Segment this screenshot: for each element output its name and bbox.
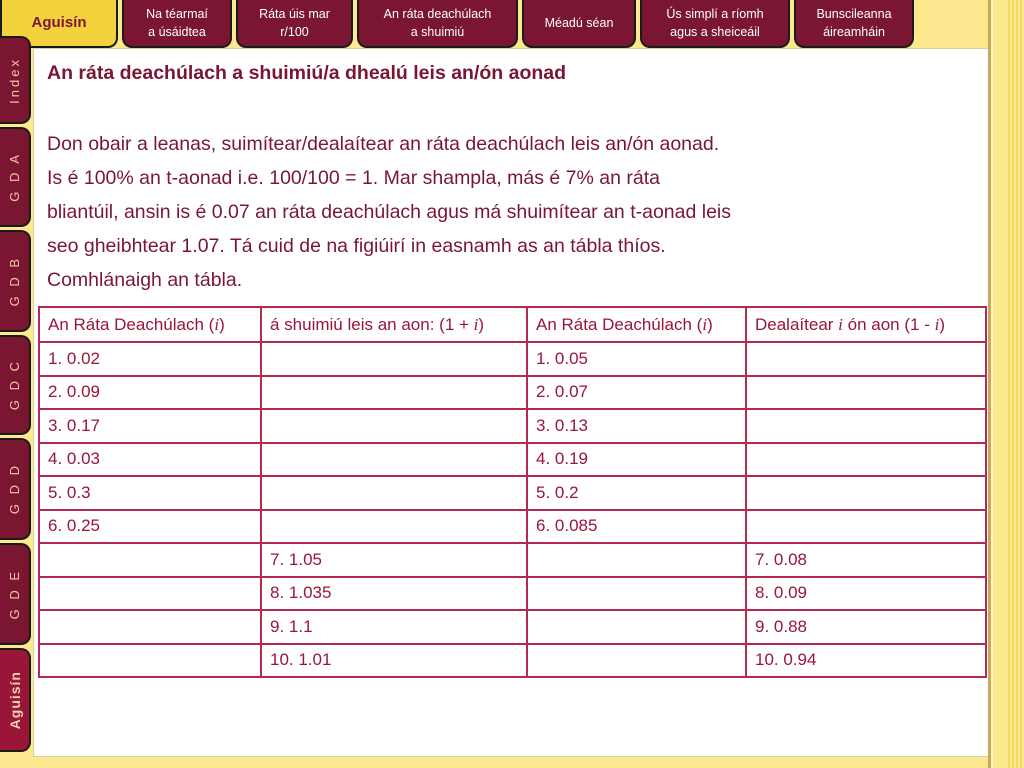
- side-tab-label: G D B: [7, 255, 22, 307]
- strip-pattern: [1008, 0, 1024, 768]
- table-cell: [261, 443, 527, 477]
- nav-button-bunscileanna[interactable]: [794, 0, 914, 48]
- table-row: [39, 644, 986, 678]
- table-row: [39, 409, 986, 443]
- side-tab-aguisin[interactable]: [0, 648, 31, 752]
- side-tab-label: Aguisín: [6, 670, 23, 730]
- table-cell: 3. 0.17: [39, 409, 261, 443]
- column-header: An Ráta Deachúlach (i): [527, 307, 746, 342]
- table-row: [39, 443, 986, 477]
- side-tab-gdd[interactable]: [0, 438, 31, 540]
- table-cell: 2. 0.07: [527, 376, 746, 410]
- nav-button-label: Méadú séan: [544, 16, 614, 30]
- table-cell: [39, 610, 261, 644]
- nav-button-tearmai[interactable]: [122, 0, 232, 48]
- table-cell: [527, 610, 746, 644]
- table-cell: 9. 0.88: [746, 610, 986, 644]
- side-tab-label: G D A: [7, 152, 22, 202]
- side-tab-label: G D D: [7, 463, 22, 515]
- table-cell: 4. 0.03: [39, 443, 261, 477]
- table-cell: [527, 644, 746, 678]
- table-cell: 5. 0.3: [39, 476, 261, 510]
- table-cell: 4. 0.19: [527, 443, 746, 477]
- side-tab-label: Index: [7, 56, 22, 104]
- column-header: Dealaítear i ón aon (1 - i): [746, 307, 986, 342]
- variable-i: i: [702, 314, 708, 334]
- table-row: [39, 342, 986, 376]
- nav-button-meadu-sean[interactable]: [522, 0, 636, 48]
- table-cell: 8. 1.035: [261, 577, 527, 611]
- side-tab-gda[interactable]: [0, 127, 31, 227]
- table-cell: [746, 476, 986, 510]
- strip-highlight: [991, 0, 993, 768]
- nav-button-label: Ús simplí a ríomh agus a sheiceáil: [666, 7, 764, 39]
- table-cell: [746, 409, 986, 443]
- table-cell: 1. 0.02: [39, 342, 261, 376]
- table-cell: 7. 1.05: [261, 543, 527, 577]
- table-cell: 1. 0.05: [527, 342, 746, 376]
- table-row: [39, 376, 986, 410]
- table-cell: 8. 0.09: [746, 577, 986, 611]
- table-cell: [261, 476, 527, 510]
- side-tab-gde[interactable]: [0, 543, 31, 645]
- nav-button-label: Bunscileanna áireamháin: [816, 7, 892, 39]
- table-cell: 5. 0.2: [527, 476, 746, 510]
- table-cell: 10. 1.01: [261, 644, 527, 678]
- table-cell: [527, 543, 746, 577]
- table-cell: 7. 0.08: [746, 543, 986, 577]
- nav-button-us-simpli[interactable]: [640, 0, 790, 48]
- table-cell: [527, 577, 746, 611]
- table-cell: 10. 0.94: [746, 644, 986, 678]
- table-cell: [746, 443, 986, 477]
- table-row: [39, 577, 986, 611]
- table-cell: [746, 376, 986, 410]
- table-cell: [261, 342, 527, 376]
- table-cell: 6. 0.25: [39, 510, 261, 544]
- table-cell: [39, 577, 261, 611]
- decorative-right-strip: [988, 0, 1024, 768]
- table-cell: [39, 644, 261, 678]
- table-row: [39, 510, 986, 544]
- page-title: An ráta deachúlach a shuimiú/a dhealú leis an/ón aonad: [47, 62, 567, 84]
- table-cell: 9. 1.1: [261, 610, 527, 644]
- table-row: [39, 476, 986, 510]
- variable-i: i: [838, 314, 843, 334]
- nav-button-label: Aguisín: [31, 14, 87, 31]
- table-cell: [746, 510, 986, 544]
- side-tab-index[interactable]: [0, 36, 31, 124]
- table-cell: [261, 376, 527, 410]
- column-header: An Ráta Deachúlach (i): [39, 307, 261, 342]
- table-cell: [261, 409, 527, 443]
- column-header: á shuimiú leis an aon: (1 + i): [261, 307, 527, 342]
- variable-i: i: [934, 314, 940, 334]
- table-row: [39, 610, 986, 644]
- nav-button-rata-uis[interactable]: [236, 0, 353, 48]
- nav-button-label: Ráta úis mar r/100: [259, 7, 330, 39]
- table-cell: 2. 0.09: [39, 376, 261, 410]
- variable-i: i: [214, 314, 220, 334]
- rates-table: [38, 306, 987, 678]
- side-tab-label: G D E: [7, 568, 22, 620]
- instruction-text: Don obair a leanas, suimítear/dealaítear an ráta deachúlach leis an/ón aonad. Is é 100% an t-aonad i.e. 100/100 = 1. Mar shampla, más é 7% an ráta bliantúil, ansin is é 0.07 an ráta deachúlach agus má shuimítear an t-aonad leis seo gheibhtear 1.07. Tá cuid de na figiúirí in easnamh as an tábla thíos. Comhlánaigh an tábla.: [47, 133, 732, 291]
- nav-button-rata-deachulach[interactable]: [357, 0, 518, 48]
- side-tab-gdc[interactable]: [0, 335, 31, 435]
- side-tab-gdb[interactable]: [0, 230, 31, 332]
- table-cell: 3. 0.13: [527, 409, 746, 443]
- table-row: [39, 543, 986, 577]
- table-header-row: [39, 307, 986, 342]
- table-cell: [746, 342, 986, 376]
- table-cell: 6. 0.085: [527, 510, 746, 544]
- nav-button-label: An ráta deachúlach a shuimiú: [383, 7, 492, 39]
- table-cell: [39, 543, 261, 577]
- variable-i: i: [473, 314, 479, 334]
- nav-button-label: Na téarmaí a úsáidtea: [146, 7, 208, 39]
- table-cell: [261, 510, 527, 544]
- side-tab-label: G D C: [7, 359, 22, 411]
